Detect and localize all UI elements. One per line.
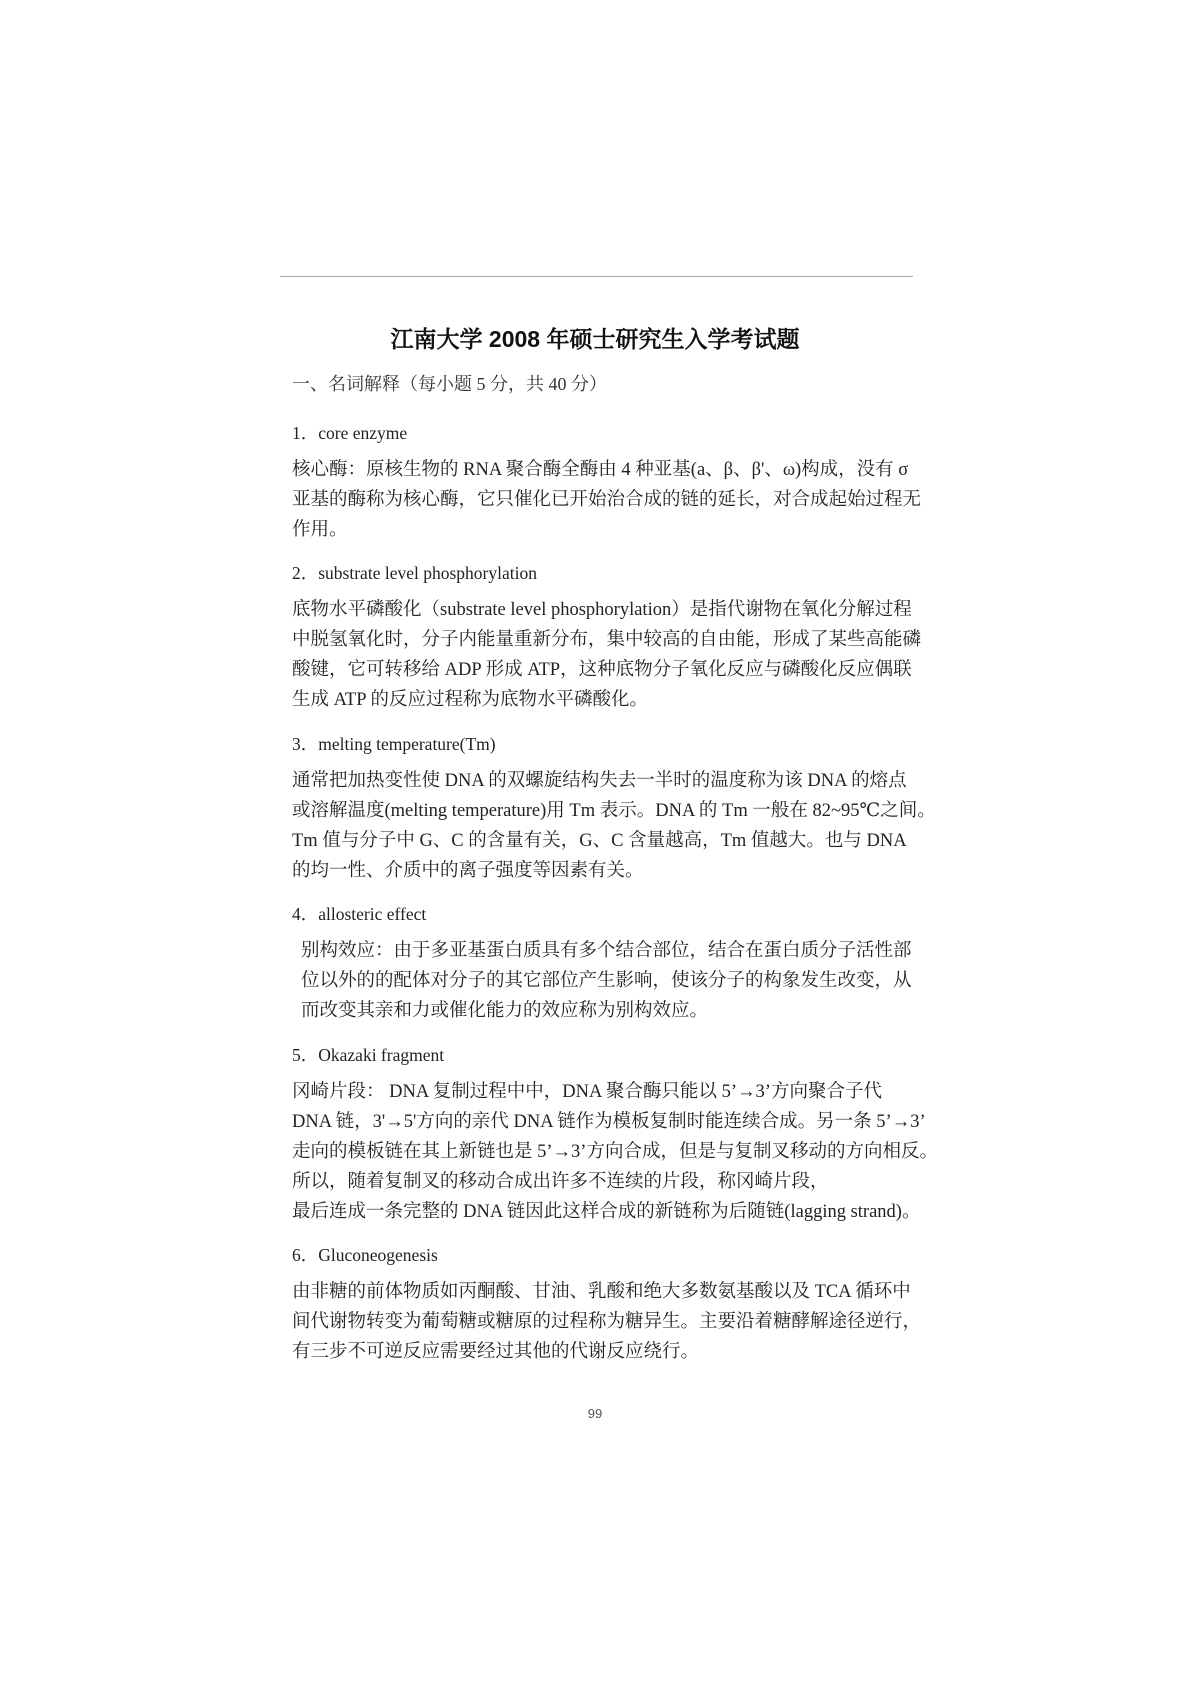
question-heading: 2．substrate level phosphorylation — [292, 563, 537, 583]
answer-line: 走向的模板链在其上新链也是 5’→3’方向合成，但是与复制叉移动的方向相反。 — [292, 1142, 938, 1162]
answer-line: 所以，随着复制叉的移动合成出许多不连续的片段，称冈崎片段， — [292, 1172, 829, 1192]
page-title: 江南大学 2008 年硕士研究生入学考试题 — [390, 326, 800, 352]
answer-line: DNA 链，3'→5'方向的亲代 DNA 链作为模板复制时能连续合成。另一条 5’→3’ — [292, 1112, 926, 1132]
answer-line: 的均一性、介质中的离子强度等因素有关。 — [292, 861, 644, 881]
answer-line: Tm 值与分子中 G、C 的含量有关，G、C 含量越高，Tm 值越大。也与 DNA — [292, 831, 907, 851]
answer-line: 而改变其亲和力或催化能力的效应称为别构效应。 — [301, 1001, 709, 1021]
section-heading: 一、名词解释（每小题 5 分，共 40 分） — [292, 374, 607, 394]
answer-line: 生成 ATP 的反应过程称为底物水平磷酸化。 — [292, 690, 648, 710]
answer-line: 核心酶：原核生物的 RNA 聚合酶全酶由 4 种亚基(a、β、β'、ω)构成，没有 σ — [292, 460, 909, 480]
question-6 — [292, 1240, 932, 1367]
answer-line: 中脱氢氧化时，分子内能量重新分布，集中较高的自由能，形成了某些高能磷 — [292, 630, 922, 650]
question-heading: 4．allosteric effect — [292, 904, 427, 924]
answer-line: 有三步不可逆反应需要经过其他的代谢反应绕行。 — [292, 1342, 700, 1362]
question-heading: 6．Gluconeogenesis — [292, 1245, 438, 1265]
answer-line: 冈崎片段： DNA 复制过程中中，DNA 聚合酶只能以 5’→3’方向聚合子代 — [292, 1082, 882, 1102]
question-heading: 1．core enzyme — [292, 423, 408, 443]
answer-line: 由非糖的前体物质如丙酮酸、甘油、乳酸和绝大多数氨基酸以及 TCA 循环中 — [292, 1282, 911, 1302]
question-heading: 5．Okazaki fragment — [292, 1045, 445, 1065]
page-number: 99 — [587, 1406, 603, 1421]
question-3 — [292, 729, 936, 886]
answer-line: 作用。 — [292, 520, 348, 540]
answer-line: 位以外的的配体对分子的其它部位产生影响，使该分子的构象发生改变，从 — [301, 971, 912, 991]
question-2 — [292, 558, 932, 715]
answer-line: 间代谢物转变为葡萄糖或糖原的过程称为糖异生。主要沿着糖酵解途径逆行， — [292, 1312, 922, 1332]
header-rule — [280, 276, 913, 277]
answer-line: 最后连成一条完整的 DNA 链因此这样合成的新链称为后随链(lagging strand)。 — [292, 1202, 921, 1222]
answer-line: 别构效应：由于多亚基蛋白质具有多个结合部位，结合在蛋白质分子活性部 — [301, 941, 912, 961]
answer-line: 亚基的酶称为核心酶，它只催化已开始治合成的链的延长，对合成起始过程无 — [292, 490, 922, 510]
question-5 — [292, 1040, 938, 1227]
answer-line: 通常把加热变性使 DNA 的双螺旋结构失去一半时的温度称为该 DNA 的熔点 — [292, 771, 907, 791]
question-4 — [292, 899, 932, 1026]
answer-line: 酸键，它可转移给 ADP 形成 ATP，这种底物分子氧化反应与磷酸化反应偶联 — [292, 660, 912, 680]
question-heading: 3．melting temperature(Tm) — [292, 734, 496, 754]
question-1 — [292, 418, 932, 545]
answer-line: 或溶解温度(melting temperature)用 Tm 表示。DNA 的 Tm 一般在 82~95℃之间。 — [292, 801, 936, 821]
answer-line: 底物水平磷酸化（substrate level phosphorylation）是指代谢物在氧化分解过程 — [292, 600, 912, 620]
